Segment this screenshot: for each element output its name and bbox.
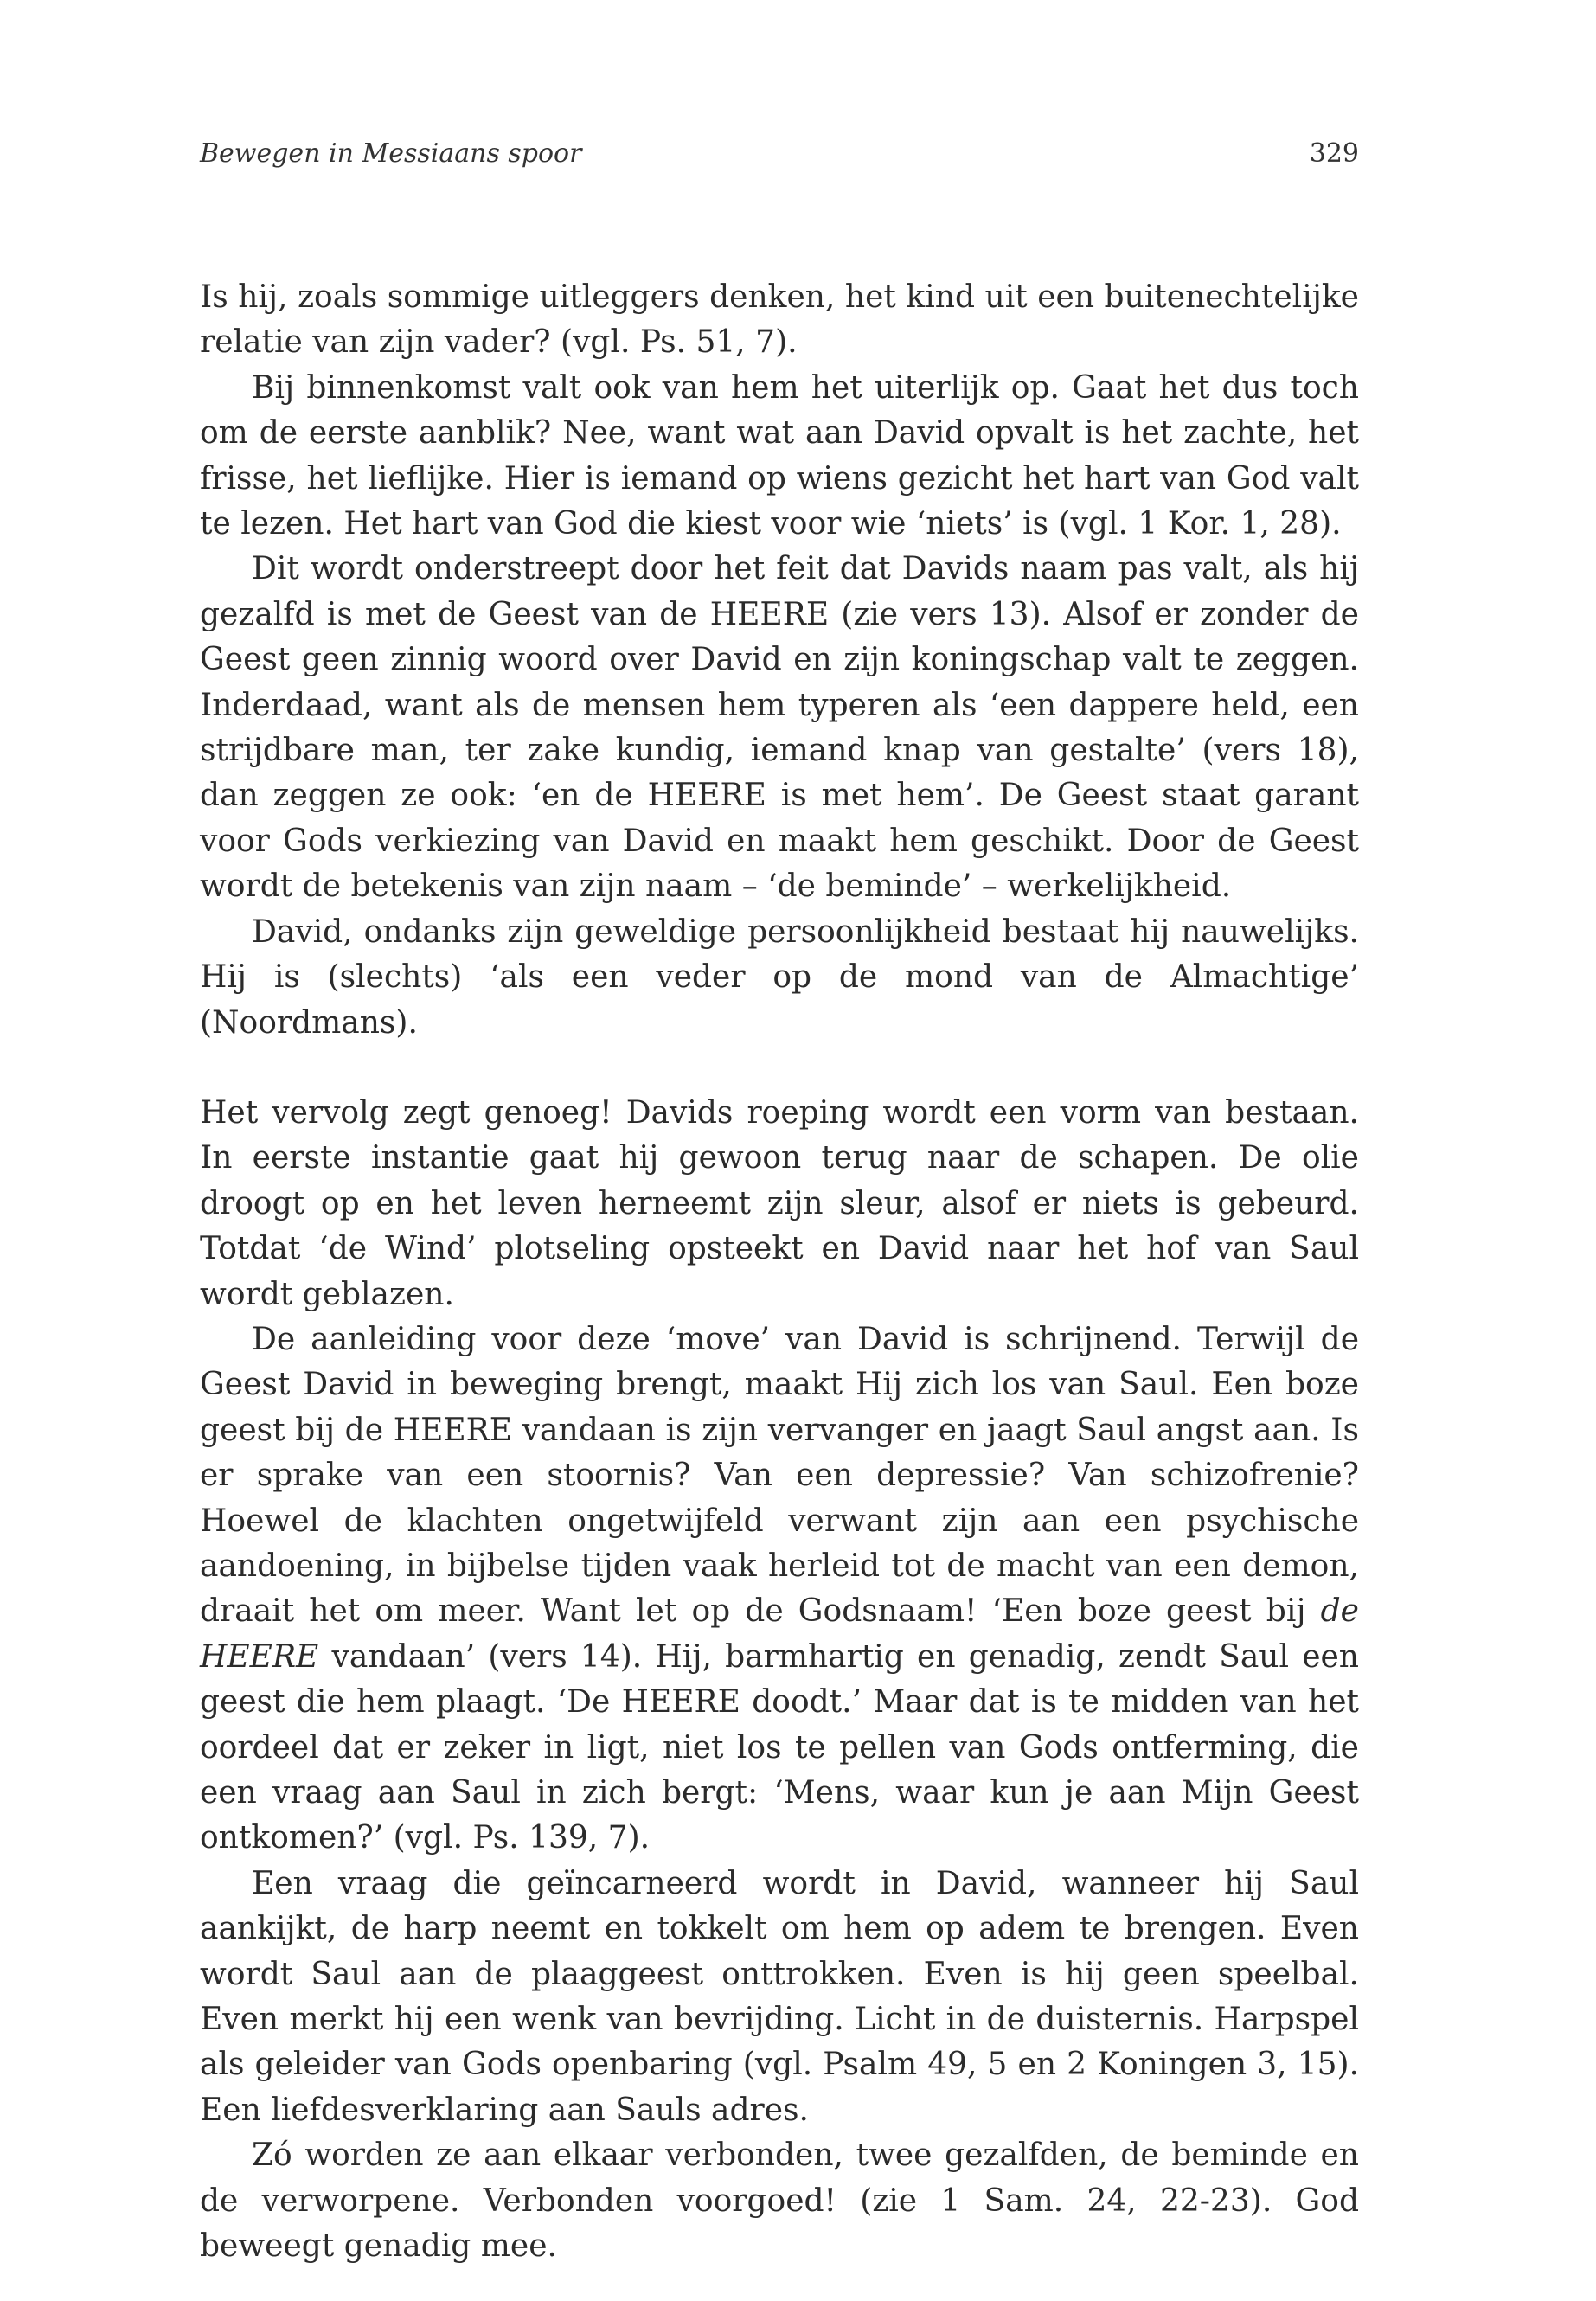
paragraph: Is hij, zoals sommige uitleggers denken, het kind uit een buitenechtelijke relatie van zijn vader? (vgl. Ps. 51, 7). [200, 279, 1359, 361]
paragraph: David, ondanks zijn geweldige persoonlijkheid bestaat hij nauwelijks. Hij is (slechts) ‘als een veder op de mond van de Almachtige’ (Noordmans). [200, 913, 1359, 1041]
paragraph: Zó worden ze aan elkaar verbonden, twee gezalfden, de beminde en de verworpene. Verbonden voorgoed! (zie 1 Sam. 24, 22-23). God beweegt genadig mee. [200, 2138, 1359, 2265]
paragraph: Een vraag die geïncarneerd wordt in David, wanneer hij Saul aankijkt, de harp neemt en tokkelt om hem op adem te brengen. Even wordt Saul aan de plaaggeest onttrokken. Even is hij geen speelbal. Even merkt hij een wenk van bevrijding. Licht in de duisternis. Harpspel als geleider van Gods openbaring (vgl. Psalm 49, 5 en 2 Koningen 3, 15). Een liefdesverklaring aan Sauls adres. [200, 1865, 1359, 2128]
emphasized-text: de HEERE [200, 1593, 1359, 1675]
paragraph-text: De aanleiding voor deze ‘move’ van David is schrijnend. Terwijl de Geest David in beweging brengt, maakt Hij zich los van Saul. Een boze geest bij de HEERE vandaan is zijn vervanger en jaagt Saul angst aan. Is er sprake van een stoornis? Van een depressie? Van schizofrenie? Hoewel de klachten ongetwijfeld verwant zijn aan een psychische aandoening, in bijbelse tijden vaak herleid tot de macht van een demon, draait het om meer. Want let op de Godsnaam! ‘Een boze geest bij [200, 1321, 1359, 1630]
paragraph [200, 1317, 1359, 1862]
paragraph: Het vervolg zegt genoeg! Davids roeping wordt een vorm van bestaan. In eerste instantie gaat hij gewoon terug naar de schapen. De olie droogt op en het leven herneemt zijn sleur, alsof er niets is gebeurd. Totdat ‘de Wind’ plotseling opsteekt en David naar het hof van Saul wordt geblazen. [200, 1094, 1359, 1312]
paragraph: Bij binnenkomst valt ook van hem het uiterlijk op. Gaat het dus toch om de eerste aanblik? Nee, want wat aan David opvalt is het zachte, het frisse, het lieflijke. Hier is iemand op wiens gezicht het hart van God valt te lezen. Het hart van God die kiest voor wie ‘niets’ is (vgl. 1 Kor. 1, 28). [200, 369, 1359, 542]
page-number: 329 [1309, 138, 1359, 169]
paragraph: Dit wordt onderstreept door het feit dat Davids naam pas valt, als hij gezalfd is met de Geest van de HEERE (zie vers 13). Alsof er zonder de Geest geen zinnig woord over David en zijn koningschap valt te zeggen. Inderdaad, want als de mensen hem typeren als ‘een dappere held, een strijdbare man, ter zake kundig, iemand knap van gestalte’ (vers 18), dan zeggen ze ook: ‘en de HEERE is met hem’. De Geest staat garant voor Gods verkiezing van David en maakt hem geschikt. Door de Geest wordt de betekenis van zijn naam – ‘de beminde’ – werkelijkheid. [200, 551, 1359, 905]
body-text [200, 275, 1359, 2269]
running-header [200, 138, 1359, 182]
paragraph-text: vandaan’ (vers 14). Hij, barmhartig en genadig, zendt Saul een geest die hem plaagt. ‘De HEERE doodt.’ Maar dat is te midden van het oordeel dat er zeker in ligt, niet los te pellen van Gods ontferming, die een vraag aan Saul in zich bergt: ‘Mens, waar kun je aan Mijn Geest ontkomen?’ (vgl. Ps. 139, 7). [200, 1638, 1359, 1856]
running-title: Bewegen in Messiaans spoor [200, 138, 582, 169]
